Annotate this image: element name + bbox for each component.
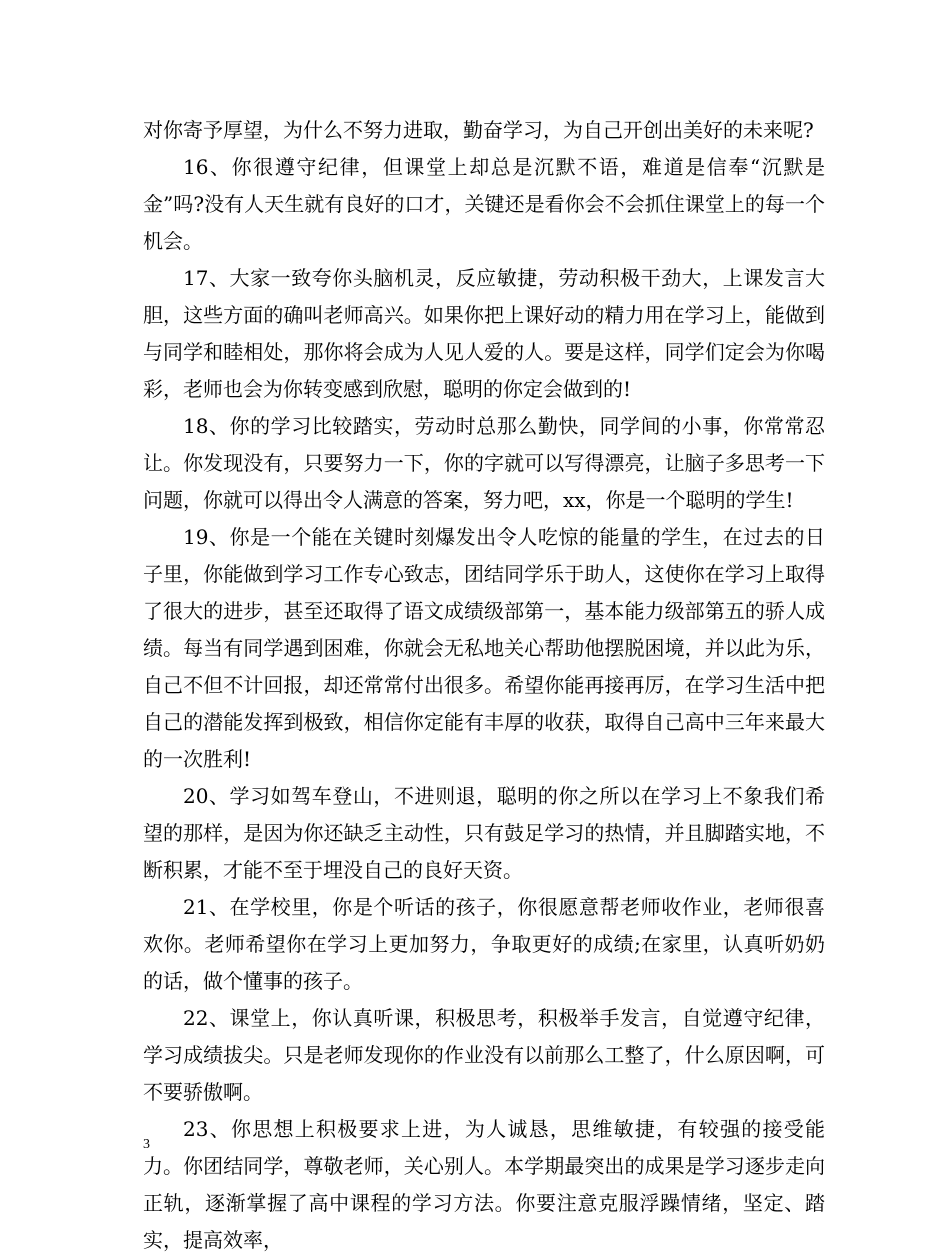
paragraph-19: 19、你是一个能在关键时刻爆发出令人吃惊的能量的学生，在过去的日子里，你能做到学习工作专心致志，团结同学乐于助人，这使你在学习上取得了很大的进步，甚至还取得了语文成绩级部第一，基本能力级部第五的骄人成绩。每当有同学遇到困难，你就会无私地关心帮助他摆脱困境，并以此为乐，自己不但不计回报，却还常常付出很多。希望你能再接再厉，在学习生活中把自己的潜能发挥到极致，相信你定能有丰厚的收获，取得自己高中三年来最大的一次胜利!	[143, 525, 825, 771]
paragraph-17: 17、大家一致夸你头脑机灵，反应敏捷，劳动积极干劲大，上课发言大胆，这些方面的确叫老师高兴。如果你把上课好动的精力用在学习上，能做到与同学和睦相处，那你将会成为人见人爱的人。要是这样，同学们定会为你喝彩，老师也会为你转变感到欣慰，聪明的你定会做到的!	[143, 266, 825, 401]
paragraph-21: 21、在学校里，你是个听话的孩子，你很愿意帮老师收作业，老师很喜欢你。老师希望你在学习上更加努力，争取更好的成绩;在家里，认真听奶奶的话，做个懂事的孩子。	[143, 895, 825, 993]
paragraph-23: 23、你思想上积极要求上进，为人诚恳，思维敏捷，有较强的接受能力。你团结同学，尊敬老师，关心别人。本学期最突出的成果是学习逐步走向正轨，逐渐掌握了高中课程的学习方法。你要注意克服浮躁情绪，坚定、踏实，提高效率，	[143, 1117, 825, 1252]
page-number: 3	[143, 1137, 150, 1152]
paragraph-20: 20、学习如驾车登山，不进则退，聪明的你之所以在学习上不象我们希望的那样，是因为你还缺乏主动性，只有鼓足学习的热情，并且脚踏实地，不断积累，才能不至于埋没自己的良好天资。	[143, 784, 825, 882]
paragraph-16: 16、你很遵守纪律，但课堂上却总是沉默不语，难道是信奉“沉默是金”吗?没有人天生就有良好的口才，关键还是看你会不会抓住课堂上的每一个机会。	[143, 155, 825, 253]
paragraph-18: 18、你的学习比较踏实，劳动时总那么勤快，同学间的小事，你常常忍让。你发现没有，只要努力一下，你的字就可以写得漂亮，让脑子多思考一下问题，你就可以得出令人满意的答案，努力吧，xx，你是一个聪明的学生!	[143, 414, 825, 512]
paragraph-continued: 对你寄予厚望，为什么不努力进取，勤奋学习，为自己开创出美好的未来呢?	[143, 118, 814, 142]
document-body	[143, 112, 825, 1259]
paragraph-22: 22、课堂上，你认真听课，积极思考，积极举手发言，自觉遵守纪律，学习成绩拔尖。只是老师发现你的作业没有以前那么工整了，什么原因啊，可不要骄傲啊。	[143, 1006, 825, 1104]
